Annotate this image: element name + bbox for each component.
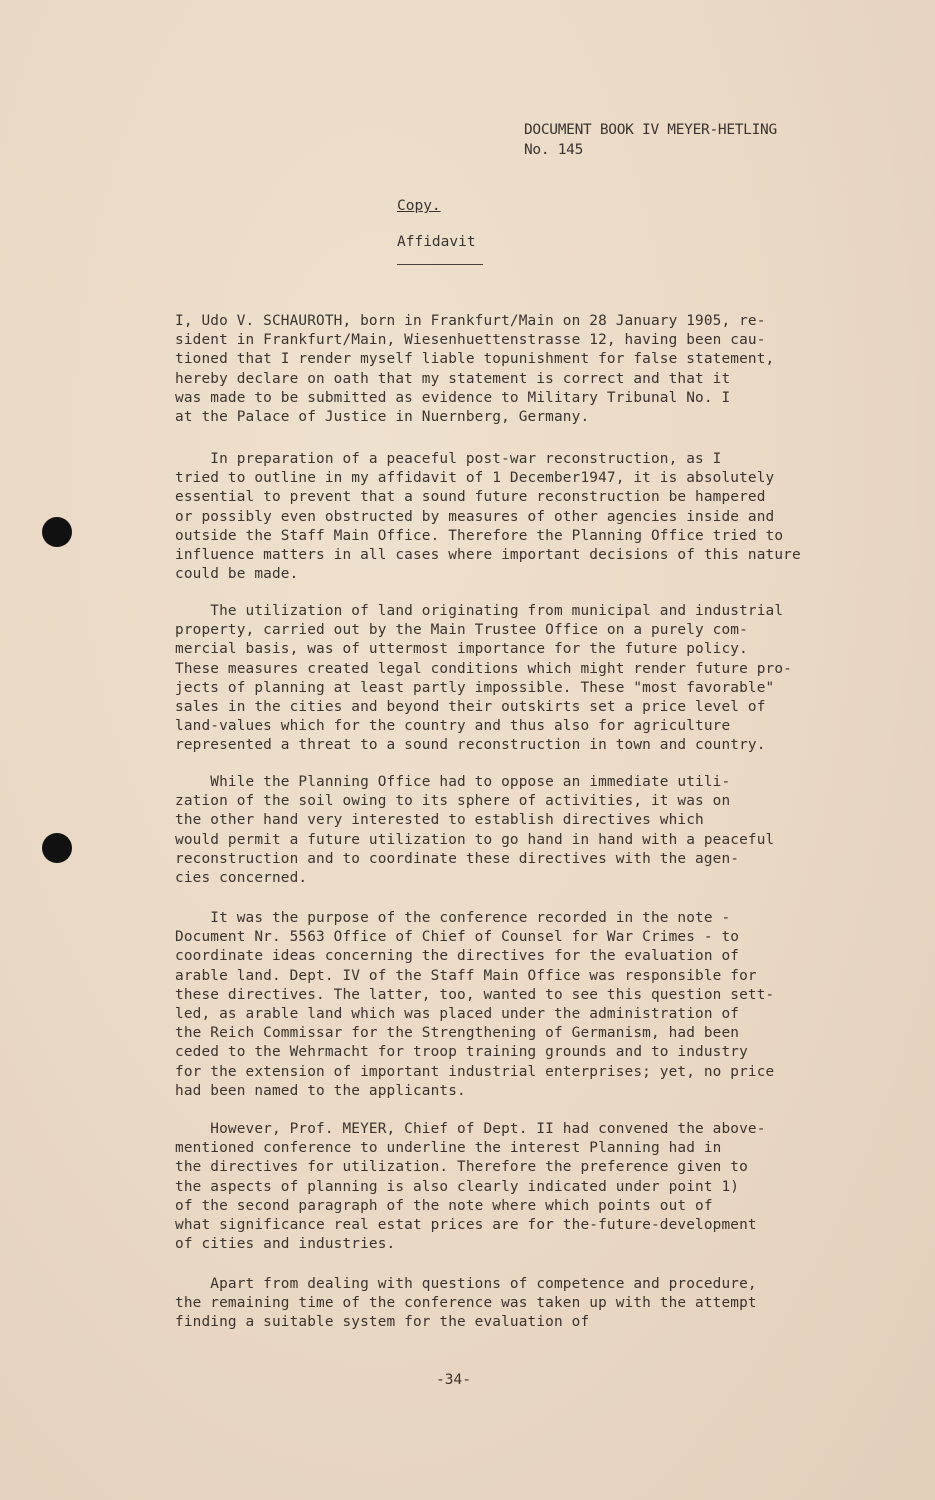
paragraph-planning-office: While the Planning Office had to oppose an immediate utili- zation of the soil owing to its sphere of activities, it was on the other hand very interested to establish directives which would permit a future utilization to go hand in hand with a peaceful reconstruction and to coordinate these directives with the agen- cies concerned. (175, 774, 775, 887)
paragraph-remaining-time: Apart from dealing with questions of competence and procedure, the remaining time of the conference was taken up with the attempt finding a suitable system for the evaluation of (175, 1276, 757, 1331)
punch-hole-upper (42, 517, 72, 547)
punch-hole-lower (42, 833, 72, 863)
title-underline (397, 264, 483, 265)
paragraph-meyer-conference: However, Prof. MEYER, Chief of Dept. II had convened the above- mentioned conference to underline the interest Planning had in the directives for utilization. Therefore the preference given to the aspects of planning is also clearly indicated under point 1) of the second paragraph of the note where which points out of what significance real estat prices are for the-future-development of cities and industries. (175, 1121, 766, 1253)
document-header (524, 120, 777, 160)
document-number-line: No. 145 (524, 142, 584, 158)
document-book-line: DOCUMENT BOOK IV MEYER-HETLING (524, 122, 777, 138)
paragraph-oath: I, Udo V. SCHAUROTH, born in Frankfurt/Main on 28 January 1905, re- sident in Frankfurt/Main, Wiesenhuettenstrasse 12, having been cau- tioned that I render myself liable topunishment for false statement, hereby declare on oath that my statement is correct and that it was made to be submitted as evidence to Military Tribunal No. I at the Palace of Justice in Nuernberg, Germany. (175, 313, 775, 426)
document-title: Affidavit (397, 234, 476, 250)
paragraph-conference-purpose: It was the purpose of the conference recorded in the note - Document Nr. 5563 Office of Chief of Counsel for War Crimes - to coordinate ideas concerning the directives for the evaluation of arable land. Dept. IV of the Staff Main Office was responsible for these directives. The latter, too, wanted to see this question sett- led, as arable land which was placed under the administration of the Reich Commissar for the Strengthening of Germanism, had been ceded to the Wehrmacht for troop training grounds and to industry for the extension of important industrial enterprises; yet, no price had been named to the applicants. (175, 910, 775, 1099)
paragraph-reconstruction: In preparation of a peaceful post-war reconstruction, as I tried to outline in my affidavit of 1 December1947, it is absolutely essential to prevent that a sound future reconstruction be hampered or possibly even obstructed by measures of other agencies inside and outside the Staff Main Office. Therefore the Planning Office tried to influence matters in all cases where important decisions of this nature could be made. (175, 451, 801, 583)
paragraph-land-utilization: The utilization of land originating from municipal and industrial property, carried out by the Main Trustee Office on a purely com- mercial basis, was of uttermost importance for the future policy. These measures created legal conditions which might render future pro- jects of planning at least partly impossible. These "most favorable" sales in the cities and beyond their outskirts set a price level of land-values which for the country and thus also for agriculture represented a threat to a sound reconstruction in town and country. (175, 603, 792, 754)
copy-label: Copy. (397, 198, 441, 214)
page-number: -34- (436, 1372, 471, 1388)
